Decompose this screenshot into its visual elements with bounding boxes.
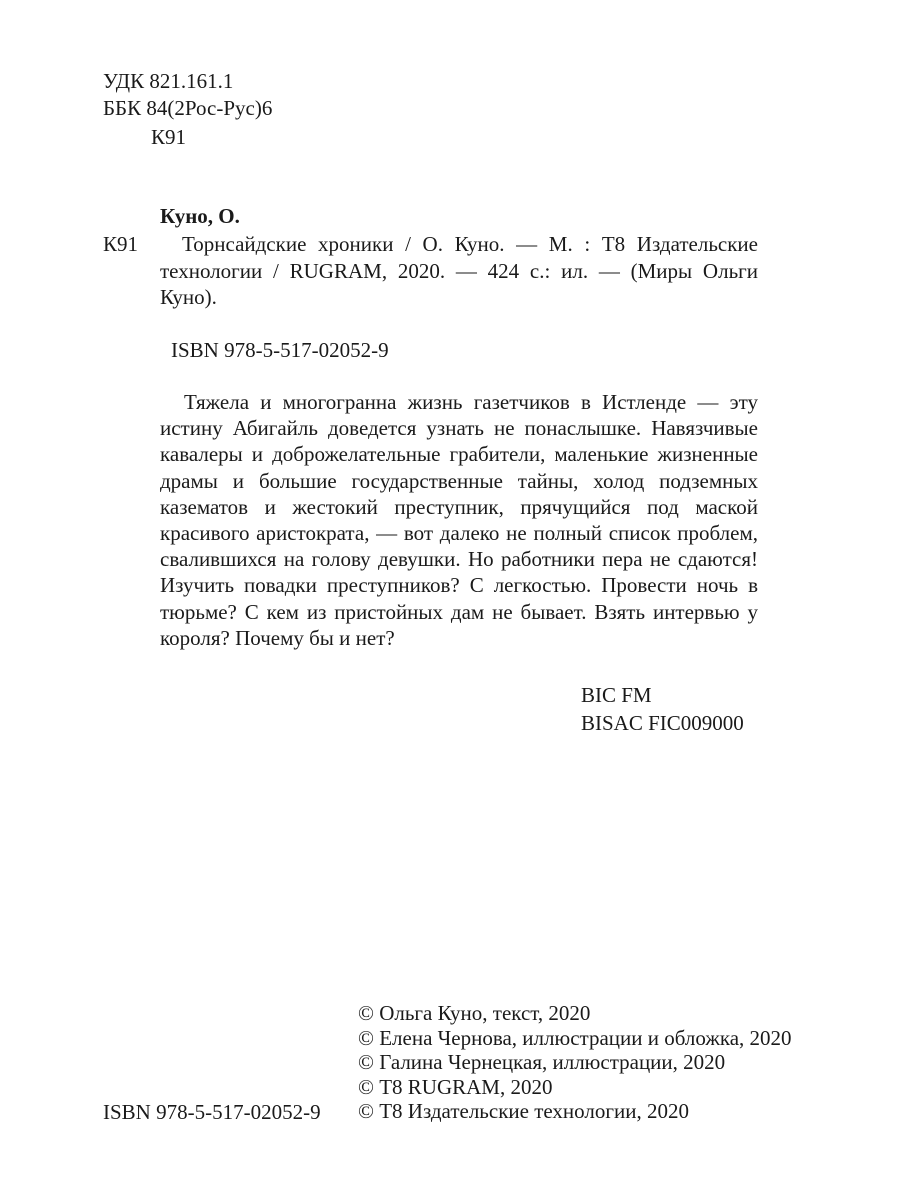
bisac-code: BISAC FIC009000 xyxy=(581,711,744,735)
author-code-left: К91 xyxy=(103,232,139,256)
annotation xyxy=(160,389,758,651)
bibliographic-description xyxy=(160,231,758,311)
udk-index: УДК 821.161.1 xyxy=(103,69,234,93)
isbn-record: ISBN 978-5-517-02052-9 xyxy=(171,338,389,362)
copyright-line: © Ольга Куно, текст, 2020 xyxy=(358,1001,591,1025)
copyright-line: © Т8 RUGRAM, 2020 xyxy=(358,1074,553,1099)
copyright-line: © Елена Чернова, иллюстрации и обложка, 2020 xyxy=(358,1025,792,1050)
isbn-footer: ISBN 978-5-517-02052-9 xyxy=(103,1100,321,1124)
classification-codes xyxy=(581,681,744,737)
author-heading: Куно, О. xyxy=(160,204,240,228)
author-code-top: К91 xyxy=(151,125,187,149)
annotation-text: Тяжела и многогранна жизнь газетчиков в Истленде — эту истину Абигайль доведется узнать не понаслышке. Навязчивые кавалеры и доброжелательные грабители, маленькие жизненные драмы и большие государственные тайны, холод подземных казематов и жестокий преступник, прячущийся под маской красивого аристократа, — вот далеко не полный список проблем, свалившихся на голову девушки. Но работники пера не сдаются! Изучить повадки преступников? С легкостью. Провести ночь в тюрьме? С кем из пристойных дам не бывает. Взять интервью у короля? Почему бы и нет? xyxy=(160,390,758,650)
bbk-index: ББК 84(2Рос-Рус)6 xyxy=(103,96,273,120)
bic-code: BIC FM xyxy=(581,683,652,707)
copyright-line: © Галина Чернецкая, иллюстрации, 2020 xyxy=(358,1050,726,1074)
bibliographic-text: Торнсайдские хроники / О. Куно. — М. : Т8 Издательские технологии / RUGRAM, 2020. — 424 с.: ил. — (Миры Ольги Куно). xyxy=(160,232,758,309)
copyright-line: © Т8 Издательские технологии, 2020 xyxy=(358,1099,689,1123)
copyright-list xyxy=(358,1001,792,1124)
